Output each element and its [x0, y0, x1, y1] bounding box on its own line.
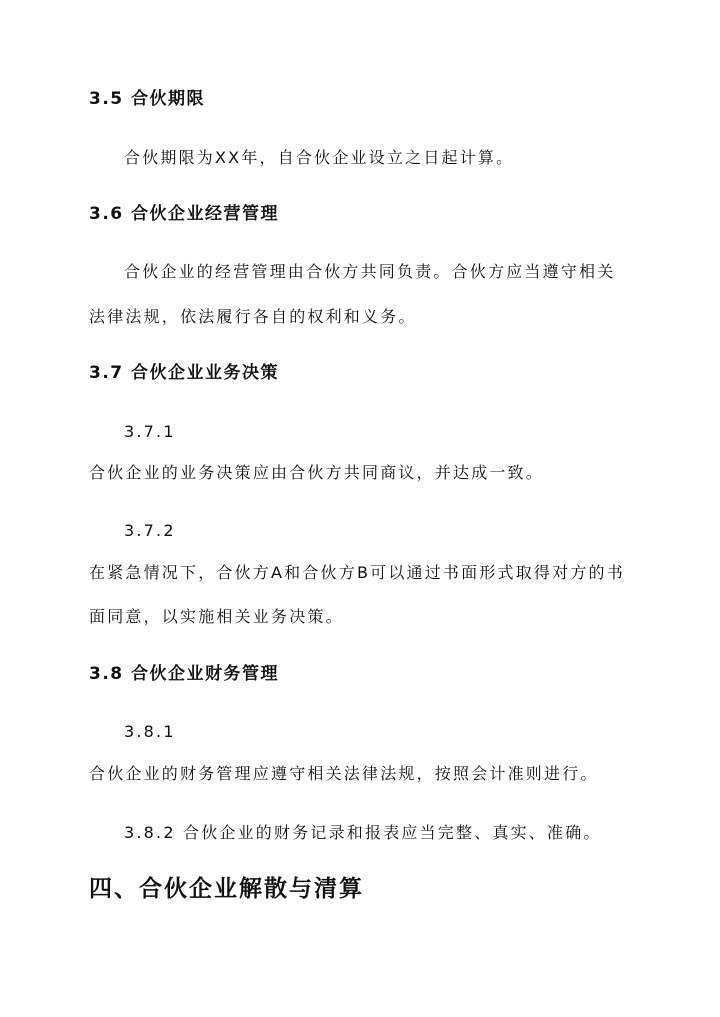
section-3-8-2-line: 3.8.2 合伙企业的财务记录和报表应当完整、真实、准确。 — [124, 823, 602, 842]
section-3-7-1-text: 合伙企业的业务决策应由合伙方共同商议，并达成一致。 — [89, 463, 545, 482]
section-3-7-2-number: 3.7.2 — [124, 521, 176, 540]
section-3-7-1-number: 3.7.1 — [124, 422, 176, 441]
section-3-8-1-text: 合伙企业的财务管理应遵守相关法律法规，按照会计准则进行。 — [89, 764, 599, 783]
section-3-8-heading: 3.8 合伙企业财务管理 — [89, 664, 280, 684]
section-3-5-paragraph: 合伙期限为XX年，自合伙企业设立之日起计算。 — [124, 148, 515, 167]
section-3-6-heading: 3.6 合伙企业经营管理 — [89, 204, 280, 224]
section-3-7-2-line1: 在紧急情况下，合伙方A和合伙方B可以通过书面形式取得对方的书 — [89, 563, 625, 582]
section-3-6-paragraph-line2: 法律法规，依法履行各自的权利和义务。 — [89, 307, 417, 326]
chapter-4-title: 四、合伙企业解散与清算 — [89, 876, 364, 902]
section-3-5-heading: 3.5 合伙期限 — [89, 89, 206, 109]
section-3-6-paragraph-line1: 合伙企业的经营管理由合伙方共同负责。合伙方应当遵守相关 — [124, 262, 616, 281]
section-3-7-2-line2: 面同意，以实施相关业务决策。 — [89, 607, 344, 626]
section-3-7-heading: 3.7 合伙企业业务决策 — [89, 363, 280, 383]
section-3-8-1-number: 3.8.1 — [124, 722, 176, 741]
